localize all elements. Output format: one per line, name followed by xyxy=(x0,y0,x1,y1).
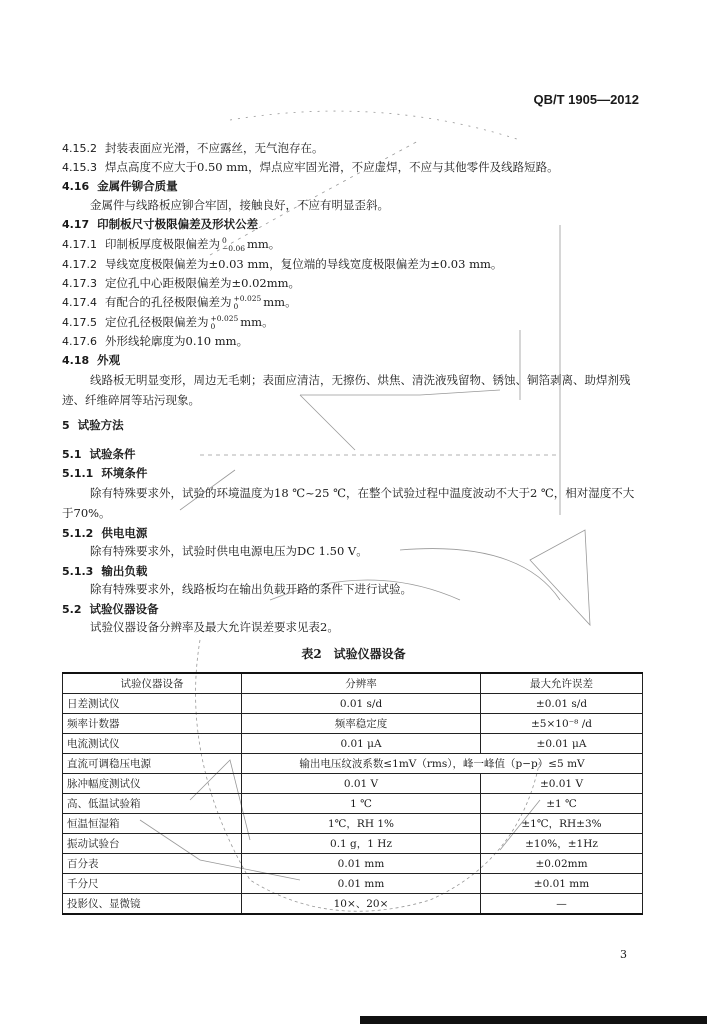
table-row xyxy=(63,814,643,834)
clause-text: 外形线轮廓度为0.10 mm。 xyxy=(105,334,249,348)
tolerance-fraction xyxy=(211,315,239,331)
clause-heading: 试验条件 xyxy=(89,447,136,461)
clause-5-2-body xyxy=(62,619,339,635)
clause-4-16 xyxy=(62,178,178,195)
clause-4-17-2 xyxy=(62,256,502,273)
clause-number: 4.15.3 xyxy=(62,161,97,174)
tolerance-lower: 0 xyxy=(210,322,216,331)
table-cell: ±1℃，RH±3% xyxy=(481,814,643,834)
table-cell: 电流测试仪 xyxy=(63,734,242,754)
tolerance-upper: 0 xyxy=(222,236,227,245)
clause-number: 4.17.5 xyxy=(62,316,97,329)
table-row xyxy=(63,774,643,794)
clause-4-15-3 xyxy=(62,159,559,176)
clause-4-17-4 xyxy=(62,294,297,311)
tolerance-fraction xyxy=(234,295,262,311)
clause-number: 4.15.2 xyxy=(62,142,97,155)
table-cell: 频率计数器 xyxy=(63,714,242,734)
clause-heading: 试验仪器设备 xyxy=(89,602,159,616)
clause-number: 4.17.2 xyxy=(62,258,97,271)
table-cell: 振动试验台 xyxy=(63,834,242,854)
table-row xyxy=(63,694,643,714)
clause-unit: mm。 xyxy=(263,295,297,309)
clause-text: 金属件与线路板应铆合牢固，接触良好，不应有明显歪斜。 xyxy=(90,198,389,212)
table-cell: 直流可调稳压电源 xyxy=(63,754,242,774)
clause-heading: 输出负载 xyxy=(101,564,148,578)
clause-4-17-5 xyxy=(62,314,274,331)
table-cell: 千分尺 xyxy=(63,874,242,894)
clause-4-16-body xyxy=(62,197,389,213)
clause-text: 有配合的孔径极限偏差为 xyxy=(105,295,232,309)
table-cell: 10×、20× xyxy=(242,894,481,915)
standard-number: QB/T 1905—2012 xyxy=(533,92,639,107)
clause-text: 封装表面应光滑，不应露丝，无气泡存在。 xyxy=(105,141,324,155)
scan-edge-bar xyxy=(360,1016,707,1024)
clause-5-1-1 xyxy=(62,465,147,482)
table-cell: ±0.01 s/d xyxy=(481,694,643,714)
table-row xyxy=(63,794,643,814)
clause-unit: mm。 xyxy=(240,315,274,329)
table-cell: 0.01 mm xyxy=(242,854,481,874)
table-row xyxy=(63,734,643,754)
tolerance-lower: 0 xyxy=(233,302,239,311)
clause-4-17-3 xyxy=(62,275,300,292)
clause-text: 定位孔中心距极限偏差为±0.02mm。 xyxy=(105,276,301,290)
table-header-resolution: 分辨率 xyxy=(242,673,481,694)
table-cell: ±5×10⁻⁸ /d xyxy=(481,714,643,734)
clause-number: 4.17 xyxy=(62,218,90,231)
table-header-max-error: 最大允许误差 xyxy=(481,673,643,694)
clause-heading: 供电电源 xyxy=(101,526,148,540)
clause-text: 导线宽度极限偏差为±0.03 mm，复位端的导线宽度极限偏差为±0.03 mm。 xyxy=(105,257,503,271)
table-row xyxy=(63,874,643,894)
clause-5-1-2-body xyxy=(62,543,368,559)
table-cell: ±1 ℃ xyxy=(481,794,643,814)
table-row xyxy=(63,714,643,734)
table-row xyxy=(63,854,643,874)
tolerance-lower: −0.06 xyxy=(222,244,245,253)
table-cell: 投影仪、显微镜 xyxy=(63,894,242,915)
clause-number: 4.17.4 xyxy=(62,296,97,309)
table-cell: 0.1 g，1 Hz xyxy=(242,834,481,854)
clause-text: 除有特殊要求外，试验时供电电源电压为DC 1.50 V。 xyxy=(90,544,368,558)
equipment-table xyxy=(62,672,643,915)
clause-text: 试验仪器设备分辨率及最大允许误差要求见表2。 xyxy=(90,620,339,634)
table-cell-merged: 输出电压纹波系数≤1mV（rms），峰一峰值（p−p）≤5 mV xyxy=(242,754,643,774)
clause-5-1 xyxy=(62,446,136,463)
table-cell: 0.01 s/d xyxy=(242,694,481,714)
clause-heading: 外观 xyxy=(97,353,121,367)
clause-5-1-3 xyxy=(62,563,147,580)
clause-heading: 印制板尺寸极限偏差及形状公差 xyxy=(97,217,259,231)
clause-5-1-3-body xyxy=(62,581,412,597)
clause-number: 5.1.2 xyxy=(62,527,94,540)
table-cell: ±0.02mm xyxy=(481,854,643,874)
clause-text: 定位孔径极限偏差为 xyxy=(105,315,209,329)
clause-heading: 试验方法 xyxy=(77,418,124,432)
clause-4-17-1 xyxy=(62,236,280,253)
table-cell: 恒温恒湿箱 xyxy=(63,814,242,834)
clause-number: 4.18 xyxy=(62,354,90,367)
clause-number: 5 xyxy=(62,419,70,432)
table-cell: 日差测试仪 xyxy=(63,694,242,714)
table-cell: 脉冲幅度测试仪 xyxy=(63,774,242,794)
page-number: 3 xyxy=(620,948,627,961)
clause-5-2 xyxy=(62,601,159,618)
clause-number: 4.16 xyxy=(62,180,90,193)
table-header-equipment: 试验仪器设备 xyxy=(63,673,242,694)
clause-5-1-2 xyxy=(62,525,147,542)
table-cell: 1℃，RH 1% xyxy=(242,814,481,834)
clause-text: 除有特殊要求外，线路板均在输出负载开路的条件下进行试验。 xyxy=(90,582,412,596)
table-cell: ±0.01 V xyxy=(481,774,643,794)
clause-4-17 xyxy=(62,216,258,233)
table-row xyxy=(63,834,643,854)
clause-5 xyxy=(62,417,124,434)
clause-number: 4.17.1 xyxy=(62,238,97,251)
table-cell: ±0.01 mm xyxy=(481,874,643,894)
table-row xyxy=(63,894,643,915)
table-cell: 0.01 V xyxy=(242,774,481,794)
clause-4-15-2 xyxy=(62,140,324,157)
clause-number: 5.1.3 xyxy=(62,565,94,578)
table-cell: — xyxy=(481,894,643,915)
clause-number: 4.17.6 xyxy=(62,335,97,348)
clause-heading: 金属件铆合质量 xyxy=(97,179,178,193)
table-cell: 频率稳定度 xyxy=(242,714,481,734)
clause-4-17-6 xyxy=(62,333,248,350)
table-cell: 0.01 mm xyxy=(242,874,481,894)
clause-text: 印制板厚度极限偏差为 xyxy=(105,237,220,251)
table-cell: ±10%，±1Hz xyxy=(481,834,643,854)
table-cell: 1 ℃ xyxy=(242,794,481,814)
clause-heading: 环境条件 xyxy=(101,466,148,480)
clause-5-1-1-body: 除有特殊要求外，试验的环境温度为18 ℃~25 ℃，在整个试验过程中温度波动不大于2 ℃，相对湿度不大于70%。 xyxy=(62,486,635,520)
table-cell: ±0.01 μA xyxy=(481,734,643,754)
clause-4-18-body: 线路板无明显变形，周边无毛刺；表面应清洁，无擦伤、烘焦、清洗液残留物、锈蚀、铜箔剥离、助焊剂残迹、纤维碎屑等玷污现象。 xyxy=(62,373,631,407)
clause-text: 焊点高度不应大于0.50 mm，焊点应牢固光滑，不应虚焊，不应与其他零件及线路短路。 xyxy=(105,160,559,174)
tolerance-upper: +0.025 xyxy=(210,314,239,323)
table-cell: 高、低温试验箱 xyxy=(63,794,242,814)
table-row xyxy=(63,754,643,774)
clause-number: 5.1.1 xyxy=(62,467,94,480)
clause-unit: mm。 xyxy=(246,237,281,251)
tolerance-fraction xyxy=(222,237,245,253)
table-title: 表2 试验仪器设备 xyxy=(301,647,406,661)
table-cell: 0.01 μA xyxy=(242,734,481,754)
clause-number: 5.2 xyxy=(62,603,82,616)
tolerance-upper: +0.025 xyxy=(233,294,262,303)
table-cell: 百分表 xyxy=(63,854,242,874)
clause-4-18 xyxy=(62,352,120,369)
table-header-row xyxy=(63,673,643,694)
clause-number: 4.17.3 xyxy=(62,277,97,290)
clause-number: 5.1 xyxy=(62,448,82,461)
